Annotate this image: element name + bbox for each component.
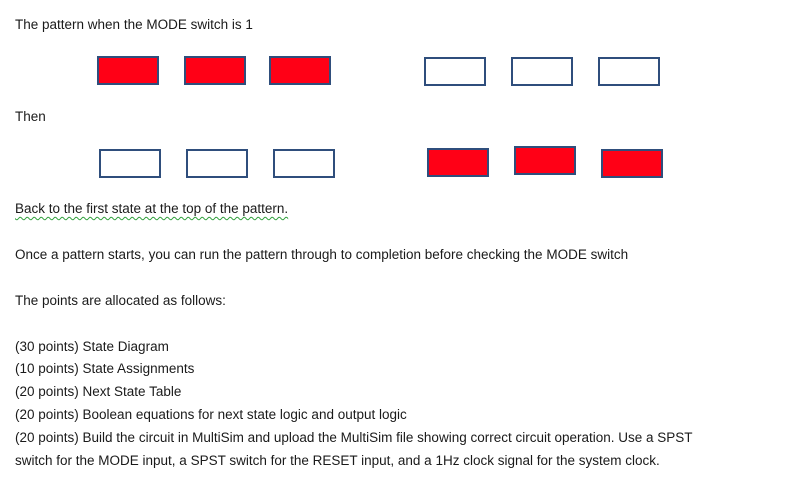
once-pattern-starts-text: Once a pattern starts, you can run the pattern through to completion before checking the MODE switch: [15, 247, 629, 262]
points-intro-text: The points are allocated as follows:: [15, 293, 226, 308]
pattern-row1-light-2: [184, 56, 246, 85]
then-label: Then: [15, 109, 46, 124]
points-item-state-diagram: (30 points) State Diagram: [15, 339, 169, 354]
points-item-build-circuit-continued: switch for the MODE input, a SPST switch for the RESET input, and a 1Hz clock signal for the system clock.: [15, 453, 660, 468]
points-item-state-assignments: (10 points) State Assignments: [15, 361, 195, 376]
pattern-row1-light-6: [598, 57, 660, 86]
pattern-row1-light-5: [511, 57, 573, 86]
pattern-row2-light-4: [427, 148, 489, 177]
pattern-row2-light-3: [273, 149, 335, 178]
pattern-row2-light-5: [514, 146, 576, 175]
pattern-row1-light-1: [97, 56, 159, 85]
back-to-first-state-text: Back to the first state at the top of the pattern.: [15, 201, 289, 216]
points-item-boolean-equations: (20 points) Boolean equations for next state logic and output logic: [15, 407, 407, 422]
points-item-next-state-table: (20 points) Next State Table: [15, 384, 182, 399]
pattern-row1-light-3: [269, 56, 331, 85]
pattern-row2-light-6: [601, 149, 663, 178]
pattern-row2-light-2: [186, 149, 248, 178]
points-item-build-circuit: (20 points) Build the circuit in MultiSim and upload the MultiSim file showing correct circuit operation. Use a SPST: [15, 430, 693, 445]
pattern-row2-light-1: [99, 149, 161, 178]
pattern-row1-light-4: [424, 57, 486, 86]
heading-text: The pattern when the MODE switch is 1: [15, 17, 253, 32]
